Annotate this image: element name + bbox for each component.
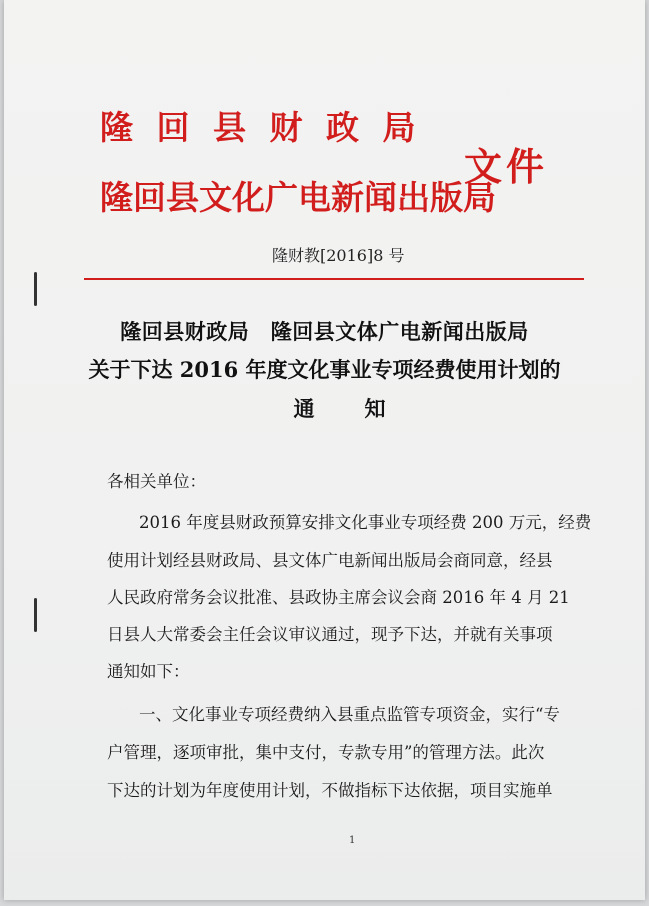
title-line-3: 通知 <box>293 396 436 421</box>
paragraph-2-line: 一、文化事业专项经费纳入县重点监管专项资金，实行“专 <box>139 705 560 724</box>
paragraph-2-line: 下达的计划为年度使用计划，不做指标下达依据，项目实施单 <box>107 781 553 800</box>
header-org-culture: 隆回县文化广电新闻出版局 <box>100 178 496 217</box>
header-org-finance: 隆 回 县 财 政 局 <box>100 108 422 147</box>
binding-mark <box>34 598 37 632</box>
binding-mark <box>34 272 37 306</box>
page-number: 1 <box>349 835 356 846</box>
addressee: 各相关单位： <box>107 472 206 491</box>
title-line-2: 关于下达 2016 年度文化事业专项经费使用计划的 <box>88 357 561 382</box>
document-number: 隆财教[2016]8 号 <box>272 246 405 265</box>
paragraph-1-line: 人民政府常务会议批准、县政协主席会议会商 2016 年 4 月 21 <box>107 588 570 607</box>
paragraph-2-line: 户管理，逐项审批，集中支付，专款专用”的管理方法。此次 <box>107 743 545 762</box>
red-divider-line <box>84 278 584 280</box>
paragraph-1-line: 2016 年度县财政预算安排文化事业专项经费 200 万元，经费 <box>139 513 592 532</box>
paragraph-1-line: 日县人大常委会主任会议审议通过，现予下达，并就有关事项 <box>107 625 553 644</box>
paragraph-1-line: 通知如下： <box>107 662 190 681</box>
paragraph-1-line: 使用计划经县财政局、县文体广电新闻出版局会商同意，经县 <box>107 551 553 570</box>
header-doc-type: 文件 <box>464 144 549 189</box>
document-page <box>4 0 645 900</box>
title-line-1: 隆回县财政局 隆回县文体广电新闻出版局 <box>120 319 529 344</box>
